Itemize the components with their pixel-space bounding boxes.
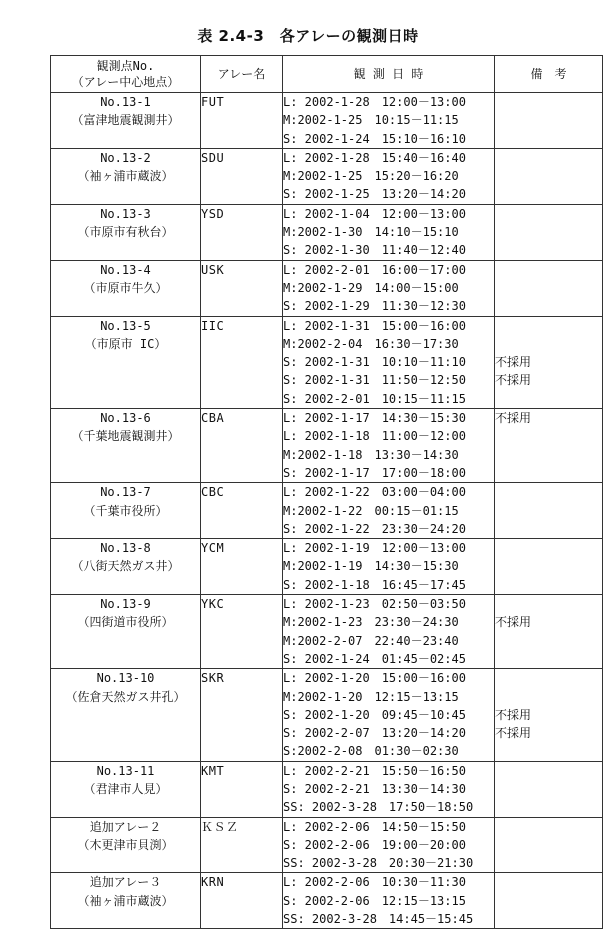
site-location: （富津地震観測井） [71, 113, 180, 128]
array-cell [201, 817, 283, 873]
array-name: CBC [201, 485, 225, 500]
observation-time: M:2002-1-19 14:30－15:30 [283, 559, 459, 574]
site-number: No.13-11 [96, 763, 155, 778]
header-notes: 備 考 [495, 56, 603, 93]
array-cell [201, 873, 283, 929]
site-cell [51, 595, 201, 669]
note-entry [495, 742, 602, 760]
observation-time: L: 2002-1-18 11:00－12:00 [283, 429, 466, 444]
datetime-cell [283, 817, 495, 873]
note-entry [495, 502, 602, 520]
notes-cell [495, 93, 603, 149]
observation-time: L: 2002-1-31 15:00－16:00 [283, 318, 466, 333]
site-cell [51, 761, 201, 817]
datetime-cell [283, 669, 495, 761]
note-entry: 不採用 [495, 355, 532, 370]
table-body [51, 93, 603, 929]
array-name: FUT [201, 95, 225, 109]
observation-time: M:2002-1-25 10:15－11:15 [283, 113, 459, 128]
site-cell [51, 260, 201, 316]
site-location: （市原市有秋台） [77, 225, 174, 240]
site-number: No.13-3 [100, 206, 151, 221]
note-entry [495, 241, 602, 259]
note-entry: 不採用 [495, 411, 532, 426]
datetime-cell [283, 761, 495, 817]
note-entry: 不採用 [495, 707, 532, 722]
table-row [51, 93, 603, 149]
header-array: アレー名 [201, 56, 283, 93]
array-cell [201, 260, 283, 316]
array-cell [201, 409, 283, 483]
table-row [51, 817, 603, 873]
observation-time: L: 2002-1-17 14:30－15:30 [283, 411, 466, 426]
table-row [51, 761, 603, 817]
site-number: No.13-5 [100, 318, 151, 333]
notes-cell [495, 539, 603, 595]
site-location: （八街天然ガス井） [71, 559, 180, 574]
datetime-cell [283, 873, 495, 929]
observation-time: S: 2002-1-20 09:45－10:45 [283, 707, 466, 722]
array-name: KMT [201, 763, 225, 778]
note-entry [495, 130, 602, 148]
note-entry [495, 446, 602, 464]
array-name: USK [201, 262, 225, 277]
site-location: （佐倉天然ガス井孔） [65, 689, 186, 704]
site-location: （袖ヶ浦市蔵波） [77, 893, 174, 908]
array-name: SKR [201, 671, 225, 686]
observation-time: S: 2002-1-18 16:45－17:45 [283, 577, 466, 592]
note-entry [495, 836, 602, 854]
observation-time: S: 2002-2-21 13:30－14:30 [283, 781, 466, 796]
site-cell [51, 148, 201, 204]
notes-cell [495, 761, 603, 817]
observation-time: M:2002-1-25 15:20－16:20 [283, 169, 459, 184]
notes-cell [495, 260, 603, 316]
observation-time: S: 2002-1-30 11:40－12:40 [283, 243, 466, 258]
datetime-cell [283, 204, 495, 260]
site-location: （四街道市役所） [77, 615, 174, 630]
header-site [51, 56, 201, 93]
note-entry: 不採用 [495, 373, 532, 388]
note-entry [495, 205, 602, 223]
datetime-cell [283, 595, 495, 669]
observation-time: L: 2002-2-01 16:00－17:00 [283, 262, 466, 277]
table-header [51, 56, 603, 93]
observation-time: L: 2002-2-06 10:30－11:30 [283, 875, 466, 890]
note-entry [495, 111, 602, 129]
observation-time: M:2002-2-07 22:40－23:40 [283, 633, 459, 648]
header-site-line1: 観測点No. [96, 59, 155, 73]
site-cell [51, 873, 201, 929]
table-row [51, 148, 603, 204]
array-name: CBA [201, 411, 225, 426]
notes-cell [495, 316, 603, 408]
observation-time: L: 2002-1-28 15:40－16:40 [283, 150, 466, 165]
note-entry [495, 317, 602, 335]
observation-time: L: 2002-1-28 12:00－13:00 [283, 95, 466, 109]
site-number: No.13-6 [100, 411, 151, 426]
table-row [51, 204, 603, 260]
observation-time: M:2002-1-22 00:15－01:15 [283, 503, 459, 518]
site-cell [51, 93, 201, 149]
header-datetime: 観 測 日 時 [283, 56, 495, 93]
array-cell [201, 148, 283, 204]
site-location: （木更津市貝渕） [77, 837, 174, 852]
note-entry [495, 669, 602, 687]
observation-time: S: 2002-2-07 13:20－14:20 [283, 726, 466, 741]
table-row [51, 669, 603, 761]
observation-time: M:2002-1-18 13:30－14:30 [283, 447, 459, 462]
table-row [51, 260, 603, 316]
observation-time: SS: 2002-3-28 14:45－15:45 [283, 912, 474, 927]
site-cell [51, 669, 201, 761]
observation-time: L: 2002-1-19 12:00－13:00 [283, 541, 466, 556]
note-entry [495, 223, 602, 241]
site-cell [51, 316, 201, 408]
site-cell [51, 409, 201, 483]
notes-cell [495, 409, 603, 483]
observation-time: L: 2002-1-04 12:00－13:00 [283, 206, 466, 221]
note-entry [495, 464, 602, 482]
site-cell [51, 204, 201, 260]
note-entry [495, 483, 602, 501]
notes-cell [495, 669, 603, 761]
note-entry [495, 297, 602, 315]
note-entry [495, 149, 602, 167]
notes-cell [495, 483, 603, 539]
datetime-cell [283, 260, 495, 316]
array-name: SDU [201, 150, 225, 165]
array-cell [201, 761, 283, 817]
note-entry [495, 279, 602, 297]
observation-time: S: 2002-1-31 11:50－12:50 [283, 373, 466, 388]
datetime-cell [283, 409, 495, 483]
observation-time: M:2002-1-29 14:00－15:00 [283, 280, 459, 295]
table-row [51, 483, 603, 539]
observation-time: S: 2002-1-22 23:30－24:20 [283, 521, 466, 536]
note-entry [495, 910, 602, 928]
observation-time: S: 2002-1-17 17:00－18:00 [283, 465, 466, 480]
notes-cell [495, 595, 603, 669]
note-entry [495, 688, 602, 706]
site-number: 追加アレー２ [89, 819, 162, 834]
observation-time: M:2002-1-20 12:15－13:15 [283, 689, 459, 704]
table-row [51, 409, 603, 483]
notes-cell [495, 204, 603, 260]
datetime-cell [283, 316, 495, 408]
notes-cell [495, 148, 603, 204]
header-site-line2: （アレー中心地点） [71, 75, 180, 89]
site-number: No.13-7 [100, 485, 151, 500]
observation-time: L: 2002-2-06 14:50－15:50 [283, 819, 466, 834]
array-cell [201, 669, 283, 761]
observation-time: M:2002-1-23 23:30－24:30 [283, 615, 459, 630]
observation-time: S: 2002-2-06 12:15－13:15 [283, 893, 466, 908]
datetime-cell [283, 93, 495, 149]
table-title: 表 2.4-3 各アレーの観測日時 [197, 27, 419, 45]
note-entry [495, 650, 602, 668]
observation-time: M:2002-1-30 14:10－15:10 [283, 225, 459, 240]
array-cell [201, 316, 283, 408]
array-cell [201, 93, 283, 149]
site-location: （袖ヶ浦市蔵波） [77, 169, 174, 184]
array-cell [201, 595, 283, 669]
site-location: （市原市牛久） [83, 280, 168, 295]
notes-cell [495, 873, 603, 929]
table-row [51, 595, 603, 669]
datetime-cell [283, 539, 495, 595]
observation-time: S: 2002-1-25 13:20－14:20 [283, 187, 466, 202]
site-cell [51, 539, 201, 595]
site-number: No.13-10 [96, 671, 155, 686]
site-number: No.13-4 [100, 262, 151, 277]
observation-time: S: 2002-2-06 19:00－20:00 [283, 837, 466, 852]
table-row [51, 539, 603, 595]
note-entry [495, 539, 602, 557]
site-number: No.13-8 [100, 541, 151, 556]
array-name: YKC [201, 597, 225, 612]
array-cell [201, 204, 283, 260]
note-entry [495, 261, 602, 279]
note-entry [495, 854, 602, 872]
note-entry [495, 780, 602, 798]
site-number: No.13-2 [100, 150, 151, 165]
observation-time: S: 2002-1-24 01:45－02:45 [283, 651, 466, 666]
site-number: No.13-1 [100, 95, 151, 109]
site-cell [51, 817, 201, 873]
site-location: （市原市 IC） [84, 336, 167, 351]
array-cell [201, 539, 283, 595]
note-entry: 不採用 [495, 726, 532, 741]
observation-time: S: 2002-2-01 10:15－11:15 [283, 391, 466, 406]
note-entry: 不採用 [495, 615, 532, 630]
notes-cell [495, 817, 603, 873]
site-location: （千葉市役所） [83, 503, 168, 518]
table-row [51, 873, 603, 929]
note-entry [495, 632, 602, 650]
observation-time: M:2002-2-04 16:30－17:30 [283, 336, 459, 351]
observation-time: L: 2002-1-23 02:50－03:50 [283, 597, 466, 612]
note-entry [495, 798, 602, 816]
note-entry [495, 335, 602, 353]
observation-time: L: 2002-2-21 15:50－16:50 [283, 763, 466, 778]
note-entry [495, 93, 602, 111]
array-name: YSD [201, 206, 225, 221]
datetime-cell [283, 148, 495, 204]
site-number: 追加アレー３ [89, 875, 162, 890]
observation-time: S:2002-2-08 01:30－02:30 [283, 744, 459, 759]
table-row [51, 316, 603, 408]
note-entry [495, 167, 602, 185]
note-entry [495, 762, 602, 780]
note-entry [495, 576, 602, 594]
observation-time: SS: 2002-3-28 17:50－18:50 [283, 800, 474, 815]
site-location: （千葉地震観測井） [71, 429, 180, 444]
array-name: YCM [201, 541, 225, 556]
note-entry [495, 557, 602, 575]
note-entry [495, 873, 602, 891]
array-name: KRN [201, 875, 225, 890]
note-entry [495, 595, 602, 613]
observation-table [50, 55, 603, 929]
datetime-cell [283, 483, 495, 539]
site-location: （君津市人見） [83, 781, 168, 796]
observation-time: SS: 2002-3-28 20:30－21:30 [283, 856, 474, 871]
note-entry [495, 185, 602, 203]
observation-time: S: 2002-1-31 10:10－11:10 [283, 355, 466, 370]
array-name: IIC [201, 318, 225, 333]
note-entry [495, 520, 602, 538]
observation-time: L: 2002-1-20 15:00－16:00 [283, 671, 466, 686]
note-entry [495, 390, 602, 408]
observation-time: S: 2002-1-29 11:30－12:30 [283, 299, 466, 314]
note-entry [495, 427, 602, 445]
array-name: ＫＳＺ [201, 819, 239, 834]
site-cell [51, 483, 201, 539]
observation-time: S: 2002-1-24 15:10－16:10 [283, 131, 466, 146]
site-number: No.13-9 [100, 597, 151, 612]
array-cell [201, 483, 283, 539]
observation-time: L: 2002-1-22 03:00－04:00 [283, 485, 466, 500]
note-entry [495, 892, 602, 910]
note-entry [495, 818, 602, 836]
